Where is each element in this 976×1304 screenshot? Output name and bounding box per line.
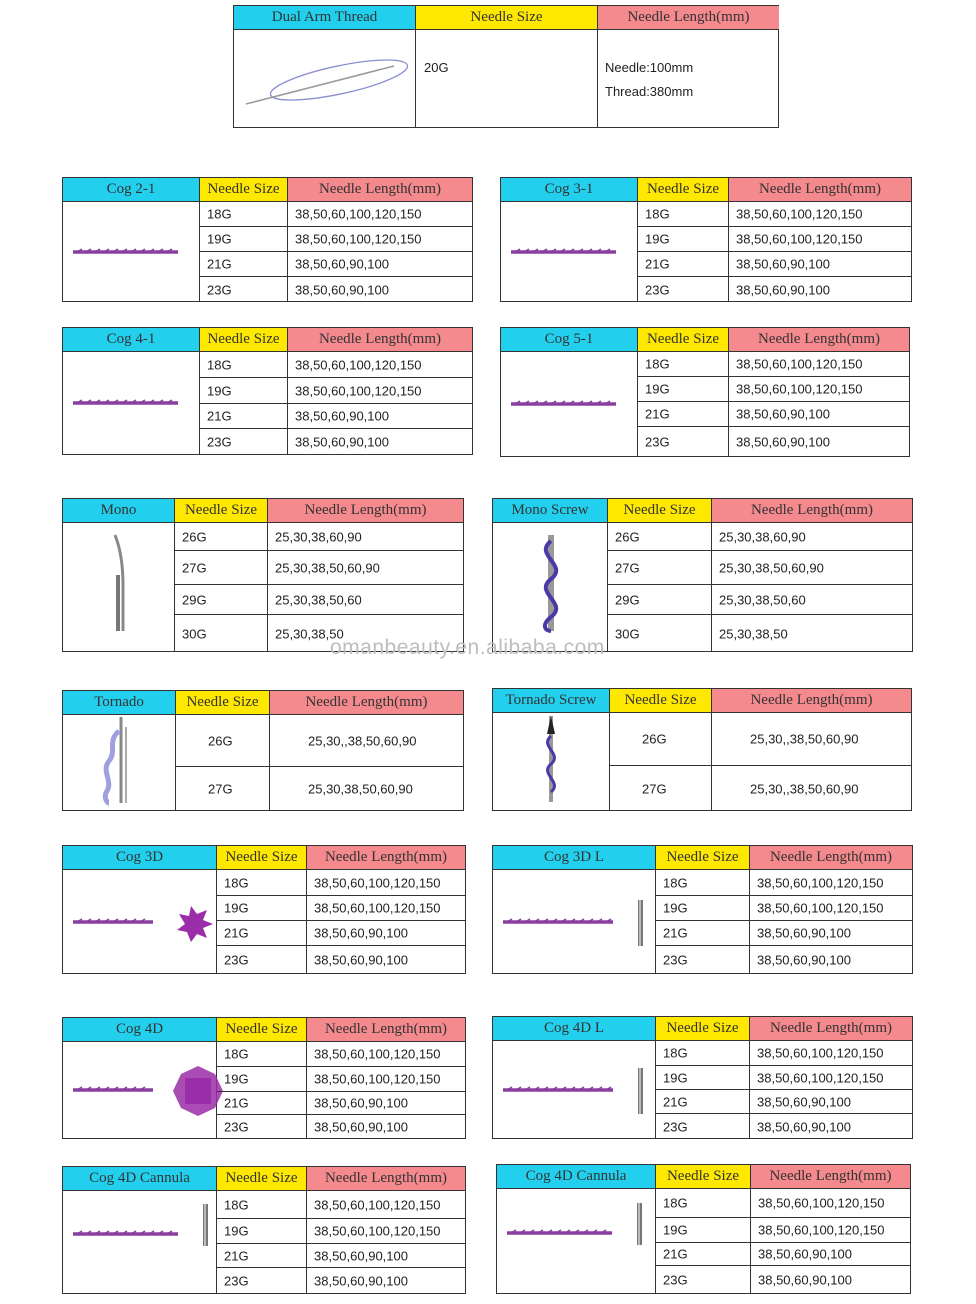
needle-length: 38,50,60,90,100 [758,1246,852,1262]
needle-length-header: Needle Length(mm) [751,1165,910,1189]
needle-length: 38,50,60,90,100 [314,952,408,968]
thread-picture [63,222,200,322]
needle-size: 18G [663,1045,688,1061]
needle-length: 38,50,60,100,120,150 [758,1195,885,1211]
needle-size: 18G [663,875,688,890]
needle-size: 19G [663,900,688,916]
table-row [638,227,911,252]
needle-length: 25,30,38,50,60 [719,592,806,607]
thread-picture [497,1203,656,1303]
dual-arm-needle-length: Needle:100mm [605,60,694,75]
needle-length: 38,50,60,100,120,150 [757,1070,884,1085]
needle-length-header: Needle Length(mm) [288,328,472,352]
table-row [656,1218,910,1243]
needle-length: 25,30,38,50,60 [275,592,362,607]
needle-size: 26G [208,733,233,748]
needle-size: 29G [182,592,207,607]
table-row [217,896,465,921]
table-row [217,1042,465,1067]
table-row [610,766,911,811]
table-row [638,377,909,402]
table-row [200,378,472,404]
table-row [608,523,912,551]
thread-name: Mono [63,499,175,523]
needle-length: 38,50,60,90,100 [295,434,389,450]
needle-size: 19G [663,1070,688,1085]
spec-table-cog-2-1 [62,177,473,302]
thread-name: Cog 3D [63,846,217,870]
table-row [610,713,911,766]
needle-size: 23G [645,282,670,297]
thread-picture-cell [493,713,610,810]
needle-size: 23G [663,1272,688,1288]
thread-picture-cell [63,523,175,651]
needle-size: 19G [207,231,232,247]
needle-size: 21G [663,1094,688,1109]
needle-length: 38,50,60,100,120,150 [295,206,422,222]
table-row [200,277,472,302]
needle-size: 19G [663,1222,688,1238]
needle-length: 38,50,60,90,100 [736,406,830,422]
thread-picture-cell [63,202,200,301]
needle-size: 19G [645,381,670,397]
needle-length: 38,50,60,90,100 [757,925,851,941]
table-row [638,202,911,227]
thread-picture-cell [501,352,638,456]
needle-length: 38,50,60,100,120,150 [736,231,863,247]
table-row [638,277,911,302]
table-row [217,1268,465,1294]
needle-size-header: Needle Size [200,328,288,352]
thread-name: Cog 3D L [493,846,656,870]
needle-length: 38,50,60,90,100 [295,282,389,297]
needle-size: 23G [207,282,232,297]
thread-picture [63,373,200,473]
thread-picture-cell [493,870,656,973]
needle-size: 18G [207,357,232,372]
needle-size-header: Needle Size [200,178,288,202]
needle-length: 38,50,60,90,100 [295,408,389,424]
thread-name: Cog 4D Cannula [497,1165,656,1189]
needle-length: 25,30,38,50 [275,626,344,641]
needle-length: 38,50,60,100,120,150 [295,357,422,372]
needle-length: 38,50,60,100,120,150 [736,356,863,372]
needle-size: 27G [182,560,207,575]
needle-length: 38,50,60,90,100 [736,282,830,297]
needle-size: 18G [224,1046,249,1062]
spec-table-cog-4d-l [492,1016,913,1139]
needle-length: 25,30,,38,50,60,90 [308,733,417,748]
needle-size: 18G [207,206,232,222]
table-row [200,352,472,378]
table-row [217,921,465,946]
needle-size: 23G [224,1119,249,1135]
dual-arm-name: Dual Arm Thread [234,6,416,30]
needle-length: 38,50,60,90,100 [757,1094,851,1109]
needle-size: 19G [224,900,249,916]
table-row [638,252,911,277]
needle-size: 19G [207,383,232,398]
table-row [638,427,909,457]
needle-length: 38,50,60,100,120,150 [736,381,863,397]
needle-size: 19G [224,1071,249,1087]
needle-size: 23G [207,434,232,450]
table-row [656,1114,912,1139]
needle-length: 38,50,60,100,120,150 [314,1046,441,1062]
needle-size: 30G [182,626,207,641]
table-row [200,404,472,429]
needle-size-header: Needle Size [656,1017,750,1041]
needle-length-header: Needle Length(mm) [729,178,911,202]
thread-picture [493,1060,656,1160]
table-row [217,870,465,896]
needle-size: 18G [224,875,249,890]
needle-size-header: Needle Size [608,499,712,523]
thread-picture [63,892,217,992]
needle-length: 38,50,60,90,100 [314,1248,408,1263]
needle-size: 21G [645,256,670,272]
thread-picture-cell [63,352,200,454]
needle-size: 21G [224,925,249,941]
thread-picture [63,717,176,817]
needle-size: 26G [615,529,640,544]
watermark: omanbeauty.en.alibaba.com [330,636,605,659]
dual-arm-size: 20G [424,60,449,75]
needle-length: 38,50,60,100,120,150 [314,1071,441,1087]
needle-size: 18G [645,206,670,222]
needle-size-header: Needle Size [217,846,307,870]
spec-table-cog-4d-cannula [496,1164,911,1294]
table-row [217,946,465,974]
needle-length: 38,50,60,90,100 [736,434,830,450]
table-row [200,429,472,455]
spec-table-cog-3-1 [500,177,912,302]
spec-table-cog-3d [62,845,466,974]
table-row [608,585,912,615]
spec-table-cog-5-1 [500,327,910,457]
needle-length: 25,30,38,50,60,90 [308,781,413,797]
thread-name: Cog 4D L [493,1017,656,1041]
needle-size: 21G [207,256,232,272]
needle-size: 21G [224,1248,249,1263]
dual-arm-thread-length: Thread:380mm [605,84,694,99]
thread-picture [63,1060,217,1160]
needle-length: 38,50,60,90,100 [757,1119,851,1134]
table-row [217,1092,465,1115]
needle-size: 27G [615,560,640,575]
thread-picture-cell [497,1189,656,1293]
needle-size: 23G [663,952,688,968]
needle-size: 26G [182,529,207,544]
table-row [656,870,912,896]
needle-length: 38,50,60,90,100 [736,256,830,272]
table-row [175,523,463,551]
needle-size: 19G [645,231,670,247]
spec-table-cog-4d-cannula [62,1166,466,1294]
needle-size: 23G [645,434,670,450]
thread-picture-cell [63,1191,217,1293]
needle-length: 38,50,60,100,120,150 [314,1223,441,1239]
thread-name: Tornado [63,691,176,715]
needle-length-header: Needle Length(mm) [712,689,911,713]
thread-picture-cell [63,1042,217,1138]
needle-length: 38,50,60,90,100 [295,256,389,272]
thread-picture-cell [63,870,217,973]
needle-length-header: Needle Length(mm) [729,328,909,352]
needle-size: 29G [615,592,640,607]
table-row [176,715,463,767]
spec-table-tornado-screw [492,688,912,811]
thread-picture-cell [63,715,176,810]
needle-size: 21G [645,406,670,422]
thread-name: Cog 4D Cannula [63,1167,217,1191]
needle-length: 38,50,60,90,100 [314,1095,408,1111]
needle-length: 38,50,60,100,120,150 [314,1197,441,1212]
needle-size: 30G [615,626,640,641]
needle-length: 38,50,60,90,100 [314,1119,408,1135]
table-row [608,615,912,652]
table-row [176,767,463,811]
needle-length-header: Needle Length(mm) [307,1167,465,1191]
table-row [656,896,912,921]
needle-length: 38,50,60,100,120,150 [314,875,441,890]
needle-length: 38,50,60,100,120,150 [757,900,884,916]
needle-length-header: Needle Length(mm) [288,178,472,202]
needle-length: 38,50,60,100,120,150 [295,383,422,398]
table-row [656,1266,910,1294]
spec-table-mono-screw [492,498,913,652]
needle-size: 18G [224,1197,249,1212]
thread-name: Mono Screw [493,499,608,523]
table-row [608,551,912,585]
thread-name: Cog 2-1 [63,178,200,202]
thread-picture [63,1204,217,1304]
table-row [638,352,909,377]
needle-length: 25,30,38,60,90 [275,529,362,544]
needle-size: 21G [207,408,232,424]
spec-table-tornado [62,690,464,811]
table-row [217,1067,465,1092]
needle-length: 38,50,60,100,120,150 [314,900,441,916]
needle-size: 21G [224,1095,249,1111]
needle-size: 21G [663,925,688,941]
needle-size: 23G [663,1119,688,1134]
spec-table-cog-4d [62,1017,466,1139]
table-row [656,1243,910,1266]
table-row [656,1189,910,1218]
needle-length: 25,30,,38,50,60,90 [750,781,859,796]
needle-length-header: Needle Length(mm) [307,846,465,870]
table-row [175,551,463,585]
needle-size-header: Needle Size [217,1167,307,1191]
needle-length: 38,50,60,90,100 [314,1273,408,1289]
needle-size-header: Needle Size [638,178,729,202]
needle-length: 38,50,60,90,100 [314,925,408,941]
thread-picture [501,374,638,474]
table-row [217,1219,465,1244]
thread-picture [501,222,638,322]
needle-length-header: Needle Length(mm) [268,499,463,523]
needle-size: 23G [224,1273,249,1289]
thread-name: Cog 3-1 [501,178,638,202]
needle-length: 25,30,38,60,90 [719,529,806,544]
table-row [217,1115,465,1139]
thread-picture [63,535,175,635]
needle-size: 27G [208,781,233,797]
table-row [656,921,912,946]
needle-length: 38,50,60,100,120,150 [757,875,884,890]
needle-size: 27G [642,781,667,796]
table-row [200,227,472,252]
thread-picture-cell [493,1041,656,1138]
needle-length: 25,30,38,50,60,90 [275,560,380,575]
thread-name: Cog 4D [63,1018,217,1042]
needle-size-header: Needle Size [610,689,712,713]
table-row [217,1244,465,1268]
needle-length-header: Needle Length(mm) [307,1018,465,1042]
needle-length-header: Needle Length(mm) [750,846,912,870]
dual-arm-length-header: Needle Length(mm) [598,6,779,30]
needle-size: 18G [645,356,670,372]
needle-size-header: Needle Size [656,1165,751,1189]
needle-length: 25,30,38,50,60,90 [719,560,824,575]
spec-table-mono [62,498,464,652]
needle-size: 18G [663,1195,688,1211]
needle-length-header: Needle Length(mm) [270,691,463,715]
dual-arm-thread-table [233,5,779,128]
thread-picture-cell [501,202,638,301]
dual-arm-size-header: Needle Size [416,6,598,30]
thread-name: Tornado Screw [493,689,610,713]
needle-size-header: Needle Size [638,328,729,352]
spec-table-cog-4-1 [62,327,473,455]
needle-size: 26G [642,731,667,747]
needle-length-header: Needle Length(mm) [712,499,912,523]
thread-name: Cog 4-1 [63,328,200,352]
dual-arm-thread-picture [244,46,414,116]
needle-length: 25,30,38,50 [719,626,788,641]
table-row [175,585,463,615]
needle-size-header: Needle Size [176,691,270,715]
needle-length: 38,50,60,90,100 [757,952,851,968]
table-row [638,402,909,427]
spec-table-cog-3d-l [492,845,913,974]
table-row [656,1066,912,1090]
needle-length-header: Needle Length(mm) [750,1017,912,1041]
needle-length: 38,50,60,100,120,150 [736,206,863,222]
thread-name: Cog 5-1 [501,328,638,352]
thread-picture [493,535,608,635]
needle-size-header: Needle Size [656,846,750,870]
table-row [656,946,912,974]
needle-size-header: Needle Size [175,499,268,523]
table-row [217,1191,465,1219]
thread-picture-cell [493,523,608,651]
table-row [200,252,472,277]
needle-length: 38,50,60,100,120,150 [757,1045,884,1061]
thread-picture [493,892,656,992]
needle-length: 38,50,60,100,120,150 [758,1222,885,1238]
needle-size: 23G [224,952,249,968]
needle-length: 38,50,60,90,100 [758,1272,852,1288]
table-row [200,202,472,227]
needle-size: 19G [224,1223,249,1239]
table-row [656,1090,912,1114]
table-row [656,1041,912,1066]
needle-size-header: Needle Size [217,1018,307,1042]
needle-length: 25,30,,38,50,60,90 [750,731,859,747]
thread-picture [493,716,610,816]
needle-length: 38,50,60,100,120,150 [295,231,422,247]
needle-size: 21G [663,1246,688,1262]
